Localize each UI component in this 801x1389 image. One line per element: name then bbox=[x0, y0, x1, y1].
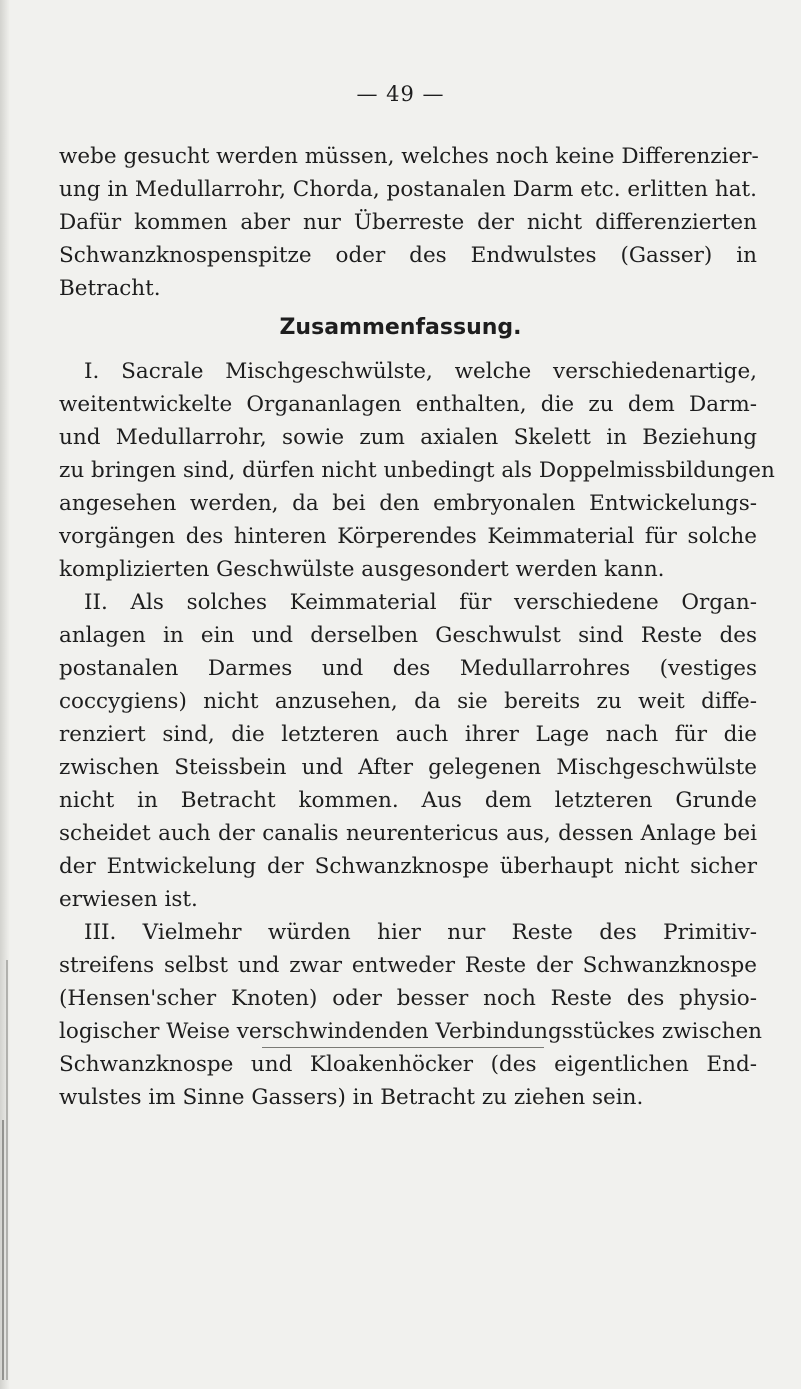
intro-paragraph bbox=[59, 140, 757, 305]
summary-point-3-line: logischer Weise verschwindenden Verbindungsstückes zwischen bbox=[59, 1019, 763, 1044]
summary-point-2-line: renziert sind, die letzteren auch ihrer Lage nach für die bbox=[59, 722, 757, 747]
summary-point-1-line: zu bringen sind, dürfen nicht unbedingt als Doppelmissbildungen bbox=[59, 458, 775, 483]
summary-point-1-line: und Medullarrohr, sowie zum axialen Skelett in Beziehung bbox=[59, 425, 757, 450]
gutter-mark bbox=[6, 960, 8, 1380]
text-line: ung in Medullarrohr, Chorda, postanalen Darm etc. erlitten hat. bbox=[59, 177, 757, 202]
summary-point-1-line: komplizierten Geschwülste ausgesondert werden kann. bbox=[59, 557, 665, 582]
summary-point-2-line: zwischen Steissbein und After gelegenen Mischgeschwülste bbox=[59, 755, 757, 780]
summary-point-2-line: II. Als solches Keimmaterial für verschiedene Organ- bbox=[84, 590, 757, 615]
summary-point-1-line: angesehen werden, da bei den embryonalen Entwickelungs- bbox=[59, 491, 757, 516]
page-number: — 49 — bbox=[356, 82, 445, 106]
summary-point-3-line: (Hensen'scher Knoten) oder besser noch Reste des physio- bbox=[59, 986, 757, 1011]
summary-point-2-line: erwiesen ist. bbox=[59, 887, 198, 912]
gutter-mark bbox=[2, 1120, 4, 1380]
text-line: Schwanzknospenspitze oder des Endwulstes (Gasser) in bbox=[59, 243, 757, 268]
summary-point-2-line: scheidet auch der canalis neurentericus aus, dessen Anlage bei bbox=[59, 821, 757, 846]
footnote-rule bbox=[262, 1047, 544, 1048]
summary-point-2-line: nicht in Betracht kommen. Aus dem letzteren Grunde bbox=[59, 788, 757, 813]
summary-point-2-line: postanalen Darmes und des Medullarrohres (vestiges bbox=[59, 656, 757, 681]
summary-point-1-line: I. Sacrale Mischgeschwülste, welche verschiedenartige, bbox=[84, 359, 757, 384]
summary-point-3-line: Schwanzknospe und Kloakenhöcker (des eigentlichen End- bbox=[59, 1052, 757, 1077]
summary-point-2-line: anlagen in ein und derselben Geschwulst sind Reste des bbox=[59, 623, 757, 648]
summary-point-1-line: vorgängen des hinteren Körperendes Keimmaterial für solche bbox=[59, 524, 757, 549]
summary-point-3-line: wulstes im Sinne Gassers) in Betracht zu ziehen sein. bbox=[59, 1085, 644, 1110]
section-heading: Zusammenfassung. bbox=[279, 315, 522, 340]
summary-point-1-line: weitentwickelte Organanlagen enthalten, die zu dem Darm- bbox=[59, 392, 757, 417]
summary-point-2-line: der Entwickelung der Schwanzknospe überhaupt nicht sicher bbox=[59, 854, 757, 879]
summary-body bbox=[59, 355, 775, 1114]
text-line: Betracht. bbox=[59, 276, 161, 301]
text-line: webe gesucht werden müssen, welches noch keine Differenzier- bbox=[59, 144, 759, 169]
summary-point-2-line: coccygiens) nicht anzusehen, da sie bereits zu weit diffe- bbox=[59, 689, 757, 714]
summary-point-3-line: streifens selbst und zwar entweder Reste der Schwanzknospe bbox=[59, 953, 757, 978]
text-line: Dafür kommen aber nur Überreste der nicht differenzierten bbox=[59, 210, 757, 235]
summary-point-3-line: III. Vielmehr würden hier nur Reste des Primitiv- bbox=[84, 920, 757, 945]
